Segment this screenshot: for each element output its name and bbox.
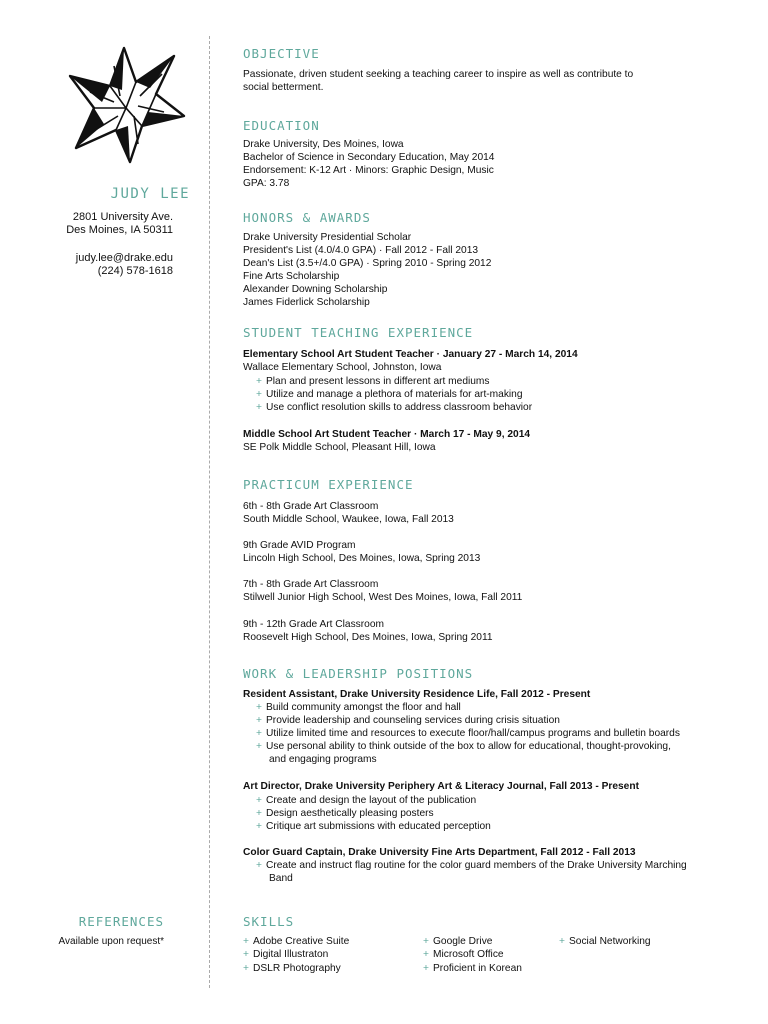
skill-item: + DSLR Photography [243,963,341,974]
bullet-item: + Design aesthetically pleasing posters [256,808,434,819]
candidate-name: JUDY LEE [110,186,190,202]
plus-bullet-icon: + [256,389,262,400]
bullet-item: + Utilize and manage a plethora of materials for art-making [256,389,523,400]
bullet-continuation: Band [269,873,293,884]
bullet-item: + Build community amongst the floor and hall [256,702,461,713]
skill-item: + Adobe Creative Suite [243,936,350,947]
bullet-continuation: and engaging programs [269,754,377,765]
objective-line: social betterment. [243,82,324,93]
education-line: Bachelor of Science in Secondary Education, May 2014 [243,152,495,163]
skill-item: + Google Drive [423,936,493,947]
plus-bullet-icon: + [256,821,262,832]
bullet-item: + Critique art submissions with educated perception [256,821,491,832]
bullet-item: + Plan and present lessons in different art mediums [256,376,490,387]
practicum-role: 9th - 12th Grade Art Classroom [243,619,384,630]
practicum-role: 9th Grade AVID Program [243,540,356,551]
education-line: Drake University, Des Moines, Iowa [243,139,404,150]
education-title: EDUCATION [243,118,320,133]
honors-line: President's List (4.0/4.0 GPA) · Fall 2012 - Fall 2013 [243,245,479,256]
education-line: GPA: 3.78 [243,178,290,189]
bullet-item: + Create and instruct flag routine for the color guard members of the Drake University Marching [256,860,687,871]
skill-item: + Digital Illustraton [243,949,329,960]
honors-title: HONORS & AWARDS [243,210,371,225]
plus-bullet-icon: + [256,702,262,713]
honors-line: Alexander Downing Scholarship [243,284,388,295]
bullet-item: + Create and design the layout of the publication [256,795,477,806]
objective-line: Passionate, driven student seeking a teaching career to inspire as well as contribute to [243,69,634,80]
plus-bullet-icon: + [256,728,262,739]
bullet-item: + Provide leadership and counseling services during crisis situation [256,715,560,726]
job-heading: Color Guard Captain, Drake University Fine Arts Department, Fall 2012 - Fall 2013 [243,847,636,858]
student-teaching-title: STUDENT TEACHING EXPERIENCE [243,325,474,340]
job-heading: Resident Assistant, Drake University Residence Life, Fall 2012 - Present [243,689,591,700]
email[interactable]: judy.lee@drake.edu [75,252,173,264]
job-heading: Art Director, Drake University Periphery Art & Literacy Journal, Fall 2013 - Present [243,781,639,792]
references-title: REFERENCES [78,914,164,929]
bullet-item: + Utilize limited time and resources to execute floor/hall/campus programs and bulletin boards [256,728,680,739]
practicum-title: PRACTICUM EXPERIENCE [243,477,414,492]
plus-bullet-icon: + [243,936,249,947]
job-place: SE Polk Middle School, Pleasant Hill, Iowa [243,442,436,453]
plus-bullet-icon: + [256,376,262,387]
job-heading: Elementary School Art Student Teacher · January 27 - March 14, 2014 [243,349,578,360]
job-heading: Middle School Art Student Teacher · March 17 - May 9, 2014 [243,429,531,440]
honors-line: Dean's List (3.5+/4.0 GPA) · Spring 2010 - Spring 2012 [243,258,492,269]
address-line-1: 2801 University Ave. [72,211,173,223]
address-line-2: Des Moines, IA 50311 [66,224,173,236]
work-title: WORK & LEADERSHIP POSITIONS [243,666,474,681]
plus-bullet-icon: + [243,949,249,960]
practicum-place: South Middle School, Waukee, Iowa, Fall 2013 [243,514,454,525]
phone: (224) 578-1618 [97,265,173,277]
practicum-role: 7th - 8th Grade Art Classroom [243,579,379,590]
skill-item: + Social Networking [559,936,651,947]
plus-bullet-icon: + [256,402,262,413]
honors-line: Fine Arts Scholarship [243,271,340,282]
job-place: Wallace Elementary School, Johnston, Iowa [243,362,442,373]
skill-item: + Microsoft Office [423,949,504,960]
plus-bullet-icon: + [423,949,429,960]
plus-bullet-icon: + [423,936,429,947]
bullet-item: + Use conflict resolution skills to address classroom behavior [256,402,533,413]
plus-bullet-icon: + [256,860,262,871]
skills-title: SKILLS [243,914,295,929]
education-line: Endorsement: K-12 Art · Minors: Graphic Design, Music [243,165,494,176]
honors-line: Drake University Presidential Scholar [243,232,412,243]
plus-bullet-icon: + [256,715,262,726]
vertical-divider [209,36,210,988]
plus-bullet-icon: + [243,963,249,974]
honors-line: James Fiderlick Scholarship [243,297,370,308]
plus-bullet-icon: + [423,963,429,974]
skill-item: + Proficient in Korean [423,963,522,974]
plus-bullet-icon: + [559,936,565,947]
practicum-role: 6th - 8th Grade Art Classroom [243,501,379,512]
plus-bullet-icon: + [256,808,262,819]
references-text: Available upon request* [58,936,164,947]
bullet-item: + Use personal ability to think outside of the box to allow for educational, thought-provoking, [256,741,671,752]
plus-bullet-icon: + [256,741,262,752]
origami-logo-icon [64,46,188,164]
practicum-place: Roosevelt High School, Des Moines, Iowa, Spring 2011 [243,632,493,643]
plus-bullet-icon: + [256,795,262,806]
practicum-place: Stilwell Junior High School, West Des Moines, Iowa, Fall 2011 [243,592,523,603]
objective-title: OBJECTIVE [243,46,320,61]
practicum-place: Lincoln High School, Des Moines, Iowa, Spring 2013 [243,553,481,564]
